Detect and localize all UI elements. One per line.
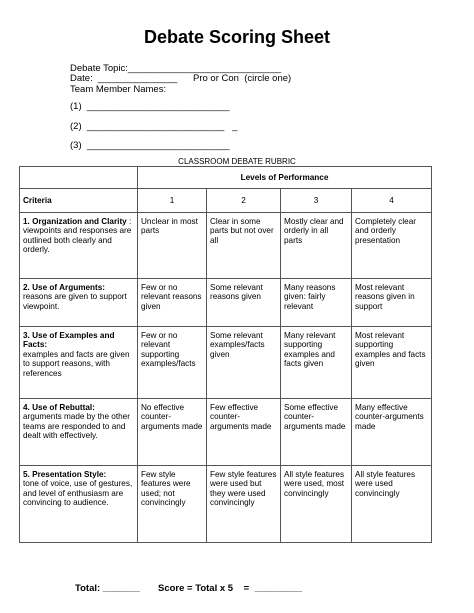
table-row (20, 466, 432, 543)
level-cell[interactable]: Most relevant reasons given in support (352, 279, 432, 327)
criterion-cell (20, 466, 138, 543)
level-cell[interactable]: Few effective counter-arguments made (207, 399, 281, 466)
team-members-label: Team Member Names: (70, 84, 167, 95)
criterion-description: tone of voice, use of gestures, and level of enthusiasm are convincing to audience. (23, 479, 133, 508)
criterion-cell (20, 327, 138, 399)
rubric-table (19, 166, 432, 543)
level-cell[interactable]: Completely clear and orderly presentation (352, 213, 432, 279)
level-1-header: 1 (138, 189, 207, 213)
level-cell[interactable]: Few or no relevant supporting examples/facts (138, 327, 207, 399)
criterion-title: 5. Presentation Style: (23, 470, 107, 479)
criterion-description: arguments made by the other teams are responded to and dealt with effectively. (23, 412, 130, 441)
criterion-title: 4. Use of Rebuttal: (23, 403, 95, 412)
criterion-cell (20, 399, 138, 466)
level-2-header: 2 (207, 189, 281, 213)
table-row (20, 213, 432, 279)
level-cell[interactable]: Some effective counter-arguments made (281, 399, 352, 466)
table-row (20, 399, 432, 466)
level-cell[interactable]: All style features were used, most convincingly (281, 466, 352, 543)
level-cell[interactable]: No effective counter-arguments made (138, 399, 207, 466)
team-member-1-field[interactable]: (1) ___________________________ (70, 101, 230, 112)
level-3-header: 3 (281, 189, 352, 213)
level-cell[interactable]: Clear in some parts but not over all (207, 213, 281, 279)
criterion-description: : viewpoints and responses are outlined both clearly and orderly. (23, 217, 132, 255)
criterion-cell (20, 279, 138, 327)
debate-topic-field[interactable]: Debate Topic:_____________________________ (70, 63, 282, 74)
level-cell[interactable]: Few style features were used but they were used convincingly (207, 466, 281, 543)
level-cell[interactable]: Most relevant supporting examples and facts given (352, 327, 432, 399)
page-title: Debate Scoring Sheet (143, 27, 331, 47)
levels-header: Levels of Performance (138, 167, 432, 189)
table-row (20, 189, 432, 213)
criterion-description: examples and facts are given to support reasons, with references (23, 349, 130, 378)
criterion-cell (20, 213, 138, 279)
level-cell[interactable]: Few or no relevant reasons given (138, 279, 207, 327)
table-row (20, 327, 432, 399)
date-field[interactable]: Date: _______________ (70, 73, 178, 84)
level-cell[interactable]: Many relevant supporting examples and facts given (281, 327, 352, 399)
pro-con-choice[interactable]: Pro or Con (circle one) (193, 73, 292, 84)
score-formula[interactable]: Score = Total x 5 = _________ (158, 583, 302, 594)
level-cell[interactable]: Unclear in most parts (138, 213, 207, 279)
team-member-3-field[interactable]: (3) ___________________________ (70, 140, 230, 151)
team-member-2-field[interactable]: (2) __________________________ _ (70, 121, 238, 132)
criterion-description: reasons are given to support viewpoint. (23, 292, 127, 311)
table-row (20, 167, 432, 189)
level-cell[interactable]: Some relevant examples/facts given (207, 327, 281, 399)
criterion-title: 1. Organization and Clarity (23, 217, 127, 226)
level-cell[interactable]: Mostly clear and orderly in all parts (281, 213, 352, 279)
level-cell[interactable]: Many effective counter-arguments made (352, 399, 432, 466)
total-field[interactable]: Total: _______ (75, 583, 140, 594)
level-cell[interactable]: Some relevant reasons given (207, 279, 281, 327)
level-4-header: 4 (352, 189, 432, 213)
level-cell[interactable]: Many reasons given: fairly relevant (281, 279, 352, 327)
level-cell[interactable]: Few style features were used; not convincingly (138, 466, 207, 543)
criterion-title: 3. Use of Examples and Facts: (23, 331, 115, 350)
table-row (20, 279, 432, 327)
criterion-title: 2. Use of Arguments: (23, 283, 106, 292)
level-cell[interactable]: All style features were used convincingly (352, 466, 432, 543)
blank-header-cell (20, 167, 138, 189)
criteria-header: Criteria (20, 189, 138, 213)
rubric-caption: CLASSROOM DEBATE RUBRIC (178, 157, 296, 166)
